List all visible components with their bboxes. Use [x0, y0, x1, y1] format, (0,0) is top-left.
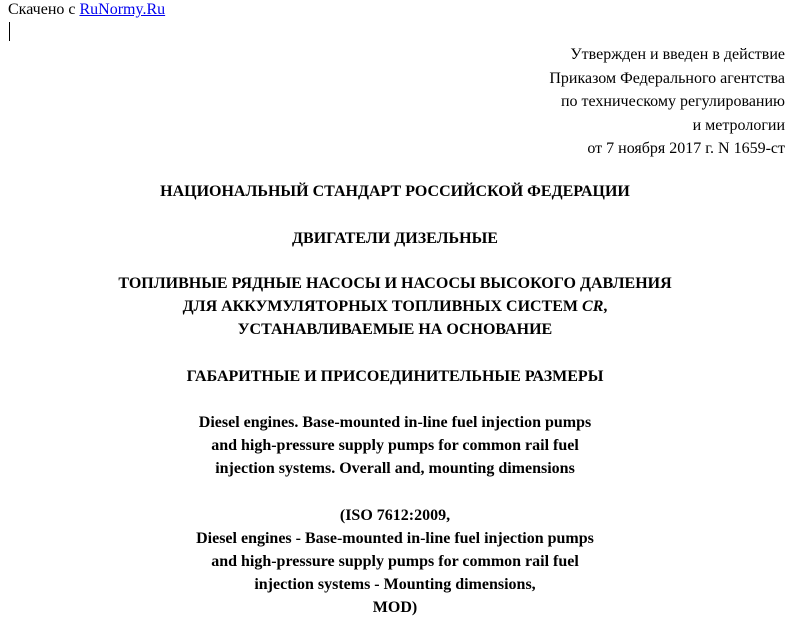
product-title-line2-comma: ,	[603, 298, 608, 315]
product-title-line: УСТАНАВЛИВАЕМЫЕ НА ОСНОВАНИЕ	[237, 321, 553, 338]
common-rail-abbreviation: CR	[582, 298, 604, 315]
approval-line: и метрологии	[692, 116, 785, 134]
product-title-line	[0, 295, 790, 318]
dimensions-title-text: ГАБАРИТНЫЕ И ПРИСОЕДИНИТЕЛЬНЫЕ РАЗМЕРЫ	[186, 368, 604, 385]
product-title	[0, 272, 790, 341]
approval-line: Приказом Федерального агентства	[549, 69, 785, 87]
english-title-line: Diesel engines. Base-mounted in-line fuel injection pumps	[198, 414, 592, 431]
english-title	[0, 411, 790, 480]
iso-reference-line: (ISO 7612:2009,	[339, 507, 451, 524]
iso-reference	[0, 504, 790, 619]
product-title-line2-text: ДЛЯ АККУМУЛЯТОРНЫХ ТОПЛИВНЫХ СИСТЕМ	[182, 298, 579, 315]
iso-reference-line: MOD)	[372, 599, 418, 616]
subject-title-text: ДВИГАТЕЛИ ДИЗЕЛЬНЫЕ	[292, 230, 498, 247]
english-title-line: and high-pressure supply pumps for common rail fuel	[211, 437, 579, 454]
standard-title	[0, 180, 790, 203]
runormy-link[interactable]: RuNormy.Ru	[79, 1, 166, 18]
iso-reference-line: and high-pressure supply pumps for common rail fuel	[211, 553, 579, 570]
iso-reference-line: Diesel engines - Base-mounted in-line fuel injection pumps	[196, 530, 594, 547]
subject-title	[0, 227, 790, 250]
standard-title-text: НАЦИОНАЛЬНЫЙ СТАНДАРТ РОССИЙСКОЙ ФЕДЕРАЦИИ	[160, 183, 630, 200]
approval-line: Утвержден и введен в действие	[570, 46, 785, 63]
english-title-line: injection systems. Overall and, mounting dimensions	[215, 460, 575, 477]
download-source-line	[8, 0, 165, 20]
dimensions-title	[0, 365, 790, 388]
iso-reference-line: injection systems - Mounting dimensions,	[254, 576, 536, 593]
approval-block	[549, 43, 785, 161]
product-title-line: ТОПЛИВНЫЕ РЯДНЫЕ НАСОСЫ И НАСОСЫ ВЫСОКОГО ДАВЛЕНИЯ	[118, 275, 672, 292]
text-cursor	[9, 22, 10, 41]
approval-line: по техническому регулированию	[560, 93, 785, 110]
approval-line: от 7 ноября 2017 г. N 1659-ст	[587, 140, 785, 157]
download-source-prefix: Скачено с	[8, 1, 76, 18]
